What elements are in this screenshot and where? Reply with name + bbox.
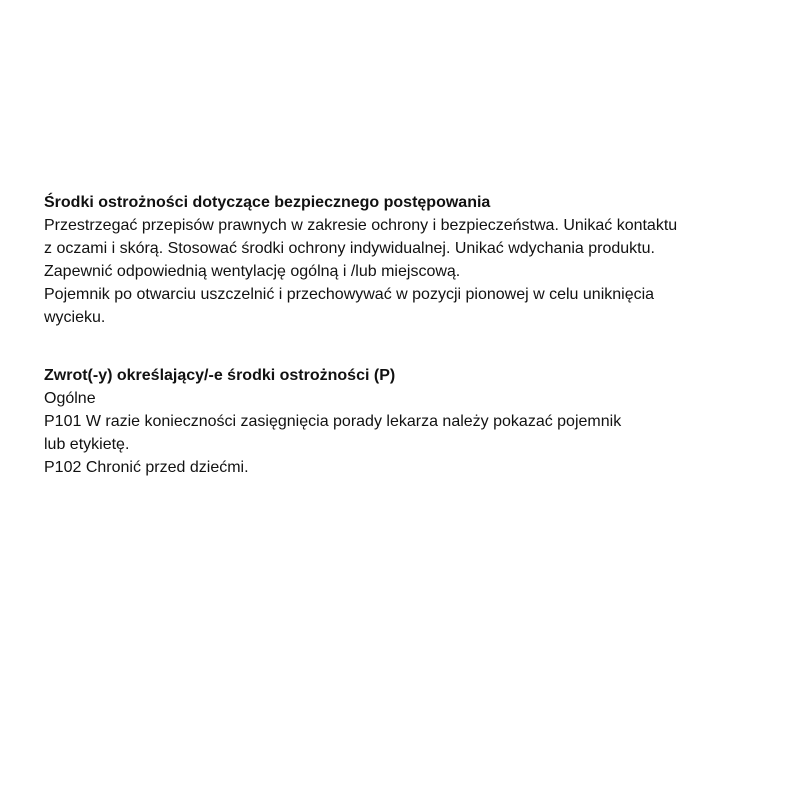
safe-handling-heading: Środki ostrożności dotyczące bezpiecznego postępowania	[44, 194, 491, 211]
text-line: Przestrzegać przepisów prawnych w zakresie ochrony i bezpieczeństwa. Unikać kontaktu	[44, 217, 678, 234]
text-line: P102 Chronić przed dziećmi.	[44, 459, 249, 476]
precautionary-statements-section	[44, 364, 744, 479]
document-body	[44, 191, 744, 479]
text-line: P101 W razie konieczności zasięgnięcia porady lekarza należy pokazać pojemnik	[44, 413, 622, 430]
text-line: Ogólne	[44, 390, 96, 407]
text-line: Pojemnik po otwarciu uszczelnić i przechowywać w pozycji pionowej w celu uniknięcia	[44, 286, 655, 303]
text-line: wycieku.	[44, 309, 106, 326]
precautionary-statements-heading: Zwrot(-y) określający/-e środki ostrożności (P)	[44, 367, 396, 384]
text-line: Zapewnić odpowiednią wentylację ogólną i /lub miejscową.	[44, 263, 461, 280]
text-line: z oczami i skórą. Stosować środki ochrony indywidualnej. Unikać wdychania produktu.	[44, 240, 655, 257]
text-line: lub etykietę.	[44, 436, 130, 453]
safe-handling-section	[44, 191, 744, 329]
